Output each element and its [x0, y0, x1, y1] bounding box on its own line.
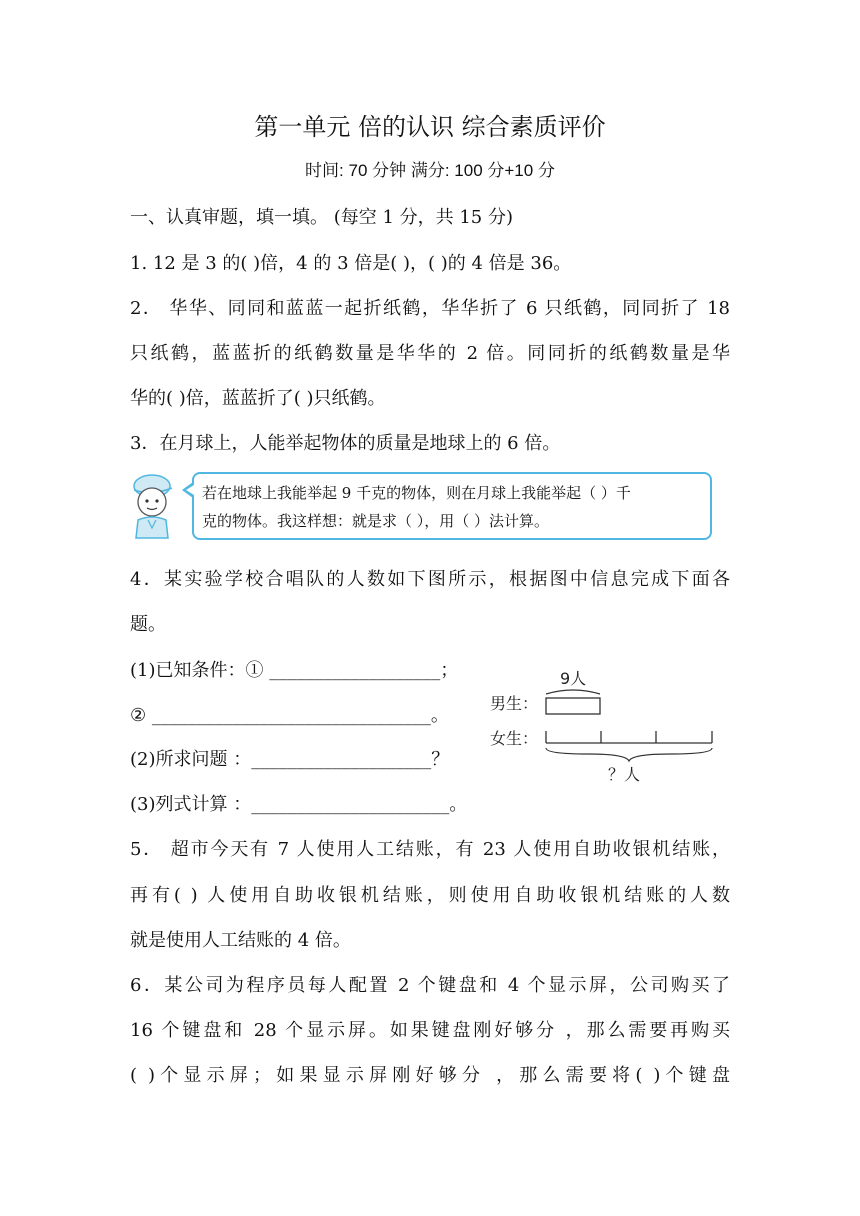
question-6-line-2: 16 个键盘和 28 个显示屏。如果键盘刚好够分 ，那么需要再购买	[130, 1020, 730, 1041]
diagram-bottom-label: ？人	[608, 765, 641, 784]
top-brace	[546, 690, 600, 694]
boys-bar	[546, 698, 600, 714]
page-title: 第一单元 倍的认识 综合素质评价	[254, 113, 606, 141]
question-5-line-2: 再有( ) 人使用自助收银机结账，则使用自助收银机结账的人数	[130, 885, 730, 906]
question-6-line-1: 6．某公司为程序员每人配置 2 个键盘和 4 个显示屏，公司购买了	[130, 975, 730, 996]
diagram-top-label: 9人	[560, 669, 587, 688]
boys-label: 男生：	[490, 694, 539, 713]
question-4-known-condition-2: ② _______________________________。	[130, 705, 449, 726]
speech-bubble-line-1: 若在地球上我能举起 9 千克的物体，则在月球上我能举起（ ）千	[202, 484, 631, 502]
speech-bubble-line-2: 克的物体。我这样想：就是求（ ），用（ ）法计算。	[202, 512, 550, 530]
student-avatar-icon	[126, 470, 184, 540]
question-1: 1. 12 是 3 的( )倍，4 的 3 倍是( )，( )的 4 倍是 36。	[130, 253, 572, 274]
question-2-line-1: 2． 华华、同同和蓝蓝一起折纸鹤，华华折了 6 只纸鹤，同同折了 18	[130, 298, 730, 319]
question-5-line-3: 就是使用人工结账的 4 倍。	[130, 930, 351, 951]
question-2-line-3: 华的( )倍，蓝蓝折了( )只纸鹤。	[130, 388, 386, 409]
question-2-line-2: 只纸鹤，蓝蓝折的纸鹤数量是华华的 2 倍。同同折的纸鹤数量是华	[130, 343, 730, 364]
question-4-known-condition-1: (1)已知条件：① ___________________；	[130, 660, 459, 681]
segment-diagram	[488, 664, 728, 784]
girls-label: 女生：	[490, 729, 539, 748]
question-3: 3．在月球上，人能举起物体的质量是地球上的 6 倍。	[130, 433, 561, 454]
question-4-calculation: (3)列式计算 ：______________________。	[130, 794, 468, 815]
time-and-score: 时间: 70 分钟 满分: 100 分+10 分	[305, 161, 555, 180]
section-heading: 一、认真审题，填一填。 (每空 1 分，共 15 分)	[130, 207, 514, 228]
question-4-problem: (2)所求问题 ：____________________？	[130, 749, 450, 770]
question-6-line-3: ( )个显示屏；如果显示屏刚好够分 ，那么需要将( )个键盘	[130, 1065, 730, 1086]
question-4-line-2: 题。	[130, 614, 166, 635]
question-4-line-1: 4．某实验学校合唱队的人数如下图所示，根据图中信息完成下面各	[130, 569, 730, 590]
bottom-brace	[546, 748, 712, 761]
question-5-line-1: 5． 超市今天有 7 人使用人工结账，有 23 人使用自助收银机结账，	[130, 839, 730, 860]
